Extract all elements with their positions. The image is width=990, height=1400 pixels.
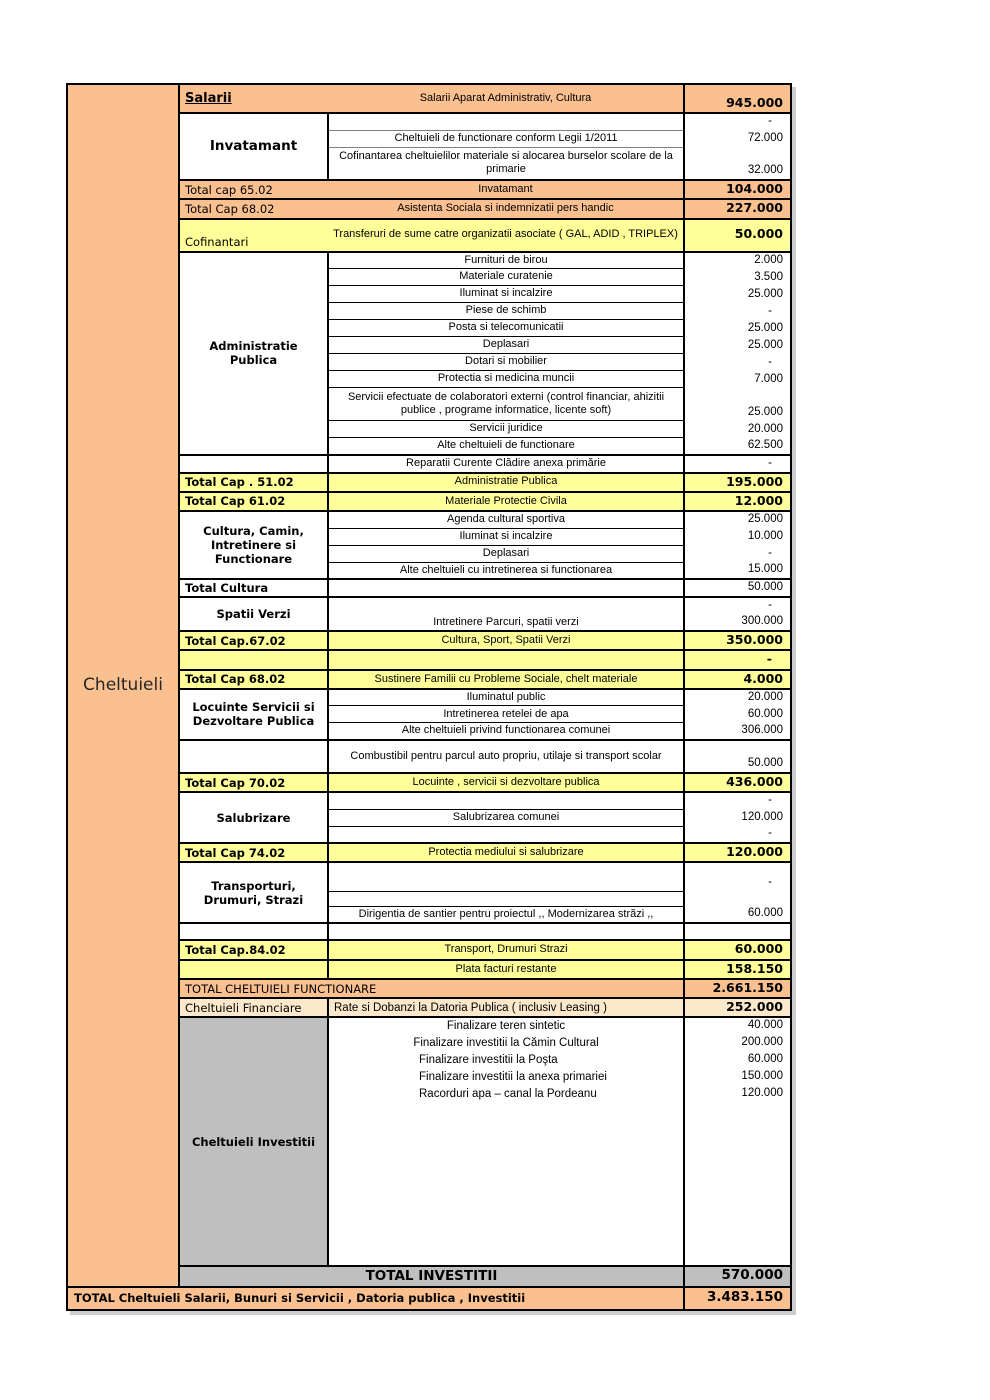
description-cell: Intretinerea retelei de apa: [328, 706, 684, 723]
value-cell: -: [684, 303, 791, 320]
value-cell: 40.000: [684, 1017, 791, 1034]
investments-total-label-cell: TOTAL INVESTITII: [179, 1266, 684, 1286]
description-cell: Salarii Aparat Administrativ, Cultura: [328, 84, 684, 113]
value-cell: 150.000: [684, 1068, 791, 1085]
budget-table-body: [67, 84, 791, 1310]
value-cell: [684, 1102, 791, 1266]
description-cell: Iluminat si incalzire: [328, 286, 684, 303]
description-cell: Iluminat si incalzire: [328, 528, 684, 545]
value-cell: [684, 891, 791, 906]
value-cell: 436.000: [684, 773, 791, 792]
value-cell: -: [684, 650, 791, 669]
description-cell: Dirigentia de santier pentru proiectul ,, Modernizarea străzi ,,: [328, 906, 684, 923]
functioning-total-label-cell: TOTAL CHELTUIELI FUNCTIONARE: [179, 979, 684, 998]
category-cell: Total Cap 61.02: [179, 492, 328, 511]
value-cell: -: [684, 826, 791, 843]
description-cell: Plata facturi restante: [328, 960, 684, 979]
category-cell: Total Cap 70.02: [179, 773, 328, 792]
value-cell: 104.000: [684, 180, 791, 199]
value-cell: 158.150: [684, 960, 791, 979]
value-cell: -: [684, 545, 791, 562]
description-cell: Invatamant: [328, 180, 684, 199]
category-block-cell: Invatamant: [179, 113, 328, 180]
category-block-cell: Cultura, Camin, Intretinere si Functionare: [179, 511, 328, 579]
description-cell: Transport, Drumuri Strazi: [328, 940, 684, 959]
description-cell: Servicii efectuate de colaboratori externi (control financiar, ahizitii publice , programe informatice, licente soft): [328, 388, 684, 421]
value-cell: 20.000: [684, 689, 791, 706]
value-cell: 120.000: [684, 843, 791, 862]
description-cell: Alte cheltuieli cu intretinerea si functionarea: [328, 562, 684, 579]
description-cell: [328, 579, 684, 597]
description-cell: Reparatii Curente Clădire anexa primărie: [328, 455, 684, 473]
description-cell: Locuinte , servicii si dezvoltare publica: [328, 773, 684, 792]
category-cell: [179, 455, 328, 473]
description-cell: [328, 1102, 684, 1266]
description-cell: Asistenta Sociala si indemnizatii pers handic: [328, 199, 684, 218]
description-cell: Finalizare investitii la anexa primariei: [328, 1068, 684, 1085]
value-cell: 120.000: [684, 809, 791, 826]
value-cell: 60.000: [684, 1051, 791, 1068]
description-cell: [328, 597, 684, 614]
value-cell: 32.000: [684, 147, 791, 180]
description-cell: Iluminatul public: [328, 689, 684, 706]
category-cell: Cheltuieli Financiare: [179, 998, 328, 1017]
grand-total-label-cell: TOTAL Cheltuieli Salarii, Bunuri si Servicii , Datoria publica , Investitii: [67, 1287, 684, 1310]
description-cell: [328, 891, 684, 906]
description-cell: Materiale curatenie: [328, 269, 684, 286]
category-cell: Total Cap.67.02: [179, 631, 328, 650]
value-cell: 62.500: [684, 438, 791, 455]
description-cell: Alte cheltuieli privind functionarea comunei: [328, 723, 684, 740]
value-cell: 2.661.150: [684, 979, 791, 998]
category-block-cell: Transporturi, Drumuri, Strazi: [179, 862, 328, 923]
value-cell: 72.000: [684, 130, 791, 147]
value-cell: 50.000: [684, 579, 791, 597]
value-cell: 10.000: [684, 528, 791, 545]
category-cell: [179, 923, 328, 940]
category-cell: Total Cap.84.02: [179, 940, 328, 959]
description-cell: Salubrizarea comunei: [328, 809, 684, 826]
value-cell: 60.000: [684, 940, 791, 959]
value-cell: -: [684, 597, 791, 614]
category-block-cell: Administratie Publica: [179, 252, 328, 455]
description-cell: Intretinere Parcuri, spatii verzi: [328, 614, 684, 631]
value-cell: 60.000: [684, 706, 791, 723]
value-cell: -: [684, 792, 791, 809]
description-cell: Transferuri de sume catre organizatii asociate ( GAL, ADID , TRIPLEX): [328, 219, 684, 252]
category-cell: Total Cap . 51.02: [179, 473, 328, 492]
category-block-cell: Locuinte Servicii si Dezvoltare Publica: [179, 689, 328, 740]
value-cell: 306.000: [684, 723, 791, 740]
description-cell: Piese de schimb: [328, 303, 684, 320]
value-cell: 570.000: [684, 1266, 791, 1286]
table-row: [67, 84, 791, 113]
description-cell: [328, 862, 684, 891]
description-cell: Posta si telecomunicatii: [328, 320, 684, 337]
value-cell: 945.000: [684, 84, 791, 113]
value-cell: 25.000: [684, 320, 791, 337]
description-cell: [328, 826, 684, 843]
value-cell: -: [684, 862, 791, 891]
value-cell: [684, 923, 791, 940]
description-cell: Alte cheltuieli de functionare: [328, 438, 684, 455]
value-cell: 3.483.150: [684, 1287, 791, 1310]
value-cell: 7.000: [684, 371, 791, 388]
description-cell: Sustinere Familii cu Probleme Sociale, chelt materiale: [328, 670, 684, 689]
value-cell: 3.500: [684, 269, 791, 286]
description-cell: Furnituri de birou: [328, 252, 684, 269]
description-cell: Finalizare investitii la Cămin Cultural: [328, 1034, 684, 1051]
value-cell: 50.000: [684, 740, 791, 773]
value-cell: 195.000: [684, 473, 791, 492]
value-cell: 25.000: [684, 388, 791, 421]
description-cell: Combustibil pentru parcul auto propriu, utilaje si transport scolar: [328, 740, 684, 773]
value-cell: 300.000: [684, 614, 791, 631]
category-cell: [179, 650, 328, 669]
value-cell: 25.000: [684, 511, 791, 528]
category-cell: Salarii: [179, 84, 328, 113]
description-cell: [328, 650, 684, 669]
value-cell: 12.000: [684, 492, 791, 511]
value-cell: 4.000: [684, 670, 791, 689]
expenses-column-label: Cheltuieli: [67, 84, 179, 1287]
category-cell: Total Cap 68.02: [179, 199, 328, 218]
description-cell: Agenda cultural sportiva: [328, 511, 684, 528]
value-cell: 252.000: [684, 998, 791, 1017]
description-cell: Protectia mediului si salubrizare: [328, 843, 684, 862]
value-cell: 25.000: [684, 337, 791, 354]
description-cell: Racorduri apa – canal la Pordeanu: [328, 1085, 684, 1102]
category-block-cell: Spatii Verzi: [179, 597, 328, 631]
category-cell: Total cap 65.02: [179, 180, 328, 199]
value-cell: -: [684, 354, 791, 371]
description-cell: [328, 113, 684, 130]
category-cell: [179, 960, 328, 979]
value-cell: -: [684, 113, 791, 130]
description-cell: Protectia si medicina muncii: [328, 371, 684, 388]
description-cell: Servicii juridice: [328, 421, 684, 438]
category-cell: Cofinantari: [179, 219, 328, 252]
value-cell: 60.000: [684, 906, 791, 923]
value-cell: 120.000: [684, 1085, 791, 1102]
value-cell: 50.000: [684, 219, 791, 252]
category-block-cell: Salubrizare: [179, 792, 328, 843]
description-cell: Materiale Protectie Civila: [328, 492, 684, 511]
description-cell: Cultura, Sport, Spatii Verzi: [328, 631, 684, 650]
value-cell: 200.000: [684, 1034, 791, 1051]
description-cell: Finalizare teren sintetic: [328, 1017, 684, 1034]
description-cell: Deplasari: [328, 337, 684, 354]
value-cell: 25.000: [684, 286, 791, 303]
category-cell: Total Cap 74.02: [179, 843, 328, 862]
category-cell: [179, 740, 328, 773]
description-cell: Finalizare investitii la Poşta: [328, 1051, 684, 1068]
table-row: [67, 1287, 791, 1310]
description-cell: Deplasari: [328, 545, 684, 562]
value-cell: -: [684, 455, 791, 473]
description-cell: Administratie Publica: [328, 473, 684, 492]
description-cell: Cheltuieli de functionare conform Legii 1/2011: [328, 130, 684, 147]
budget-table: [66, 83, 792, 1311]
value-cell: 20.000: [684, 421, 791, 438]
value-cell: 15.000: [684, 562, 791, 579]
value-cell: 2.000: [684, 252, 791, 269]
value-cell: 227.000: [684, 199, 791, 218]
description-cell: Rate si Dobanzi la Datoria Publica ( inclusiv Leasing ): [328, 998, 684, 1017]
category-cell: Total Cultura: [179, 579, 328, 597]
value-cell: 350.000: [684, 631, 791, 650]
description-cell: [328, 923, 684, 940]
description-cell: Cofinantarea cheltuielilor materiale si alocarea burselor scolare de la primarie: [328, 147, 684, 180]
category-cell: Total Cap 68.02: [179, 670, 328, 689]
description-cell: [328, 792, 684, 809]
category-block-cell: Cheltuieli Investitii: [179, 1017, 328, 1266]
description-cell: Dotari si mobilier: [328, 354, 684, 371]
